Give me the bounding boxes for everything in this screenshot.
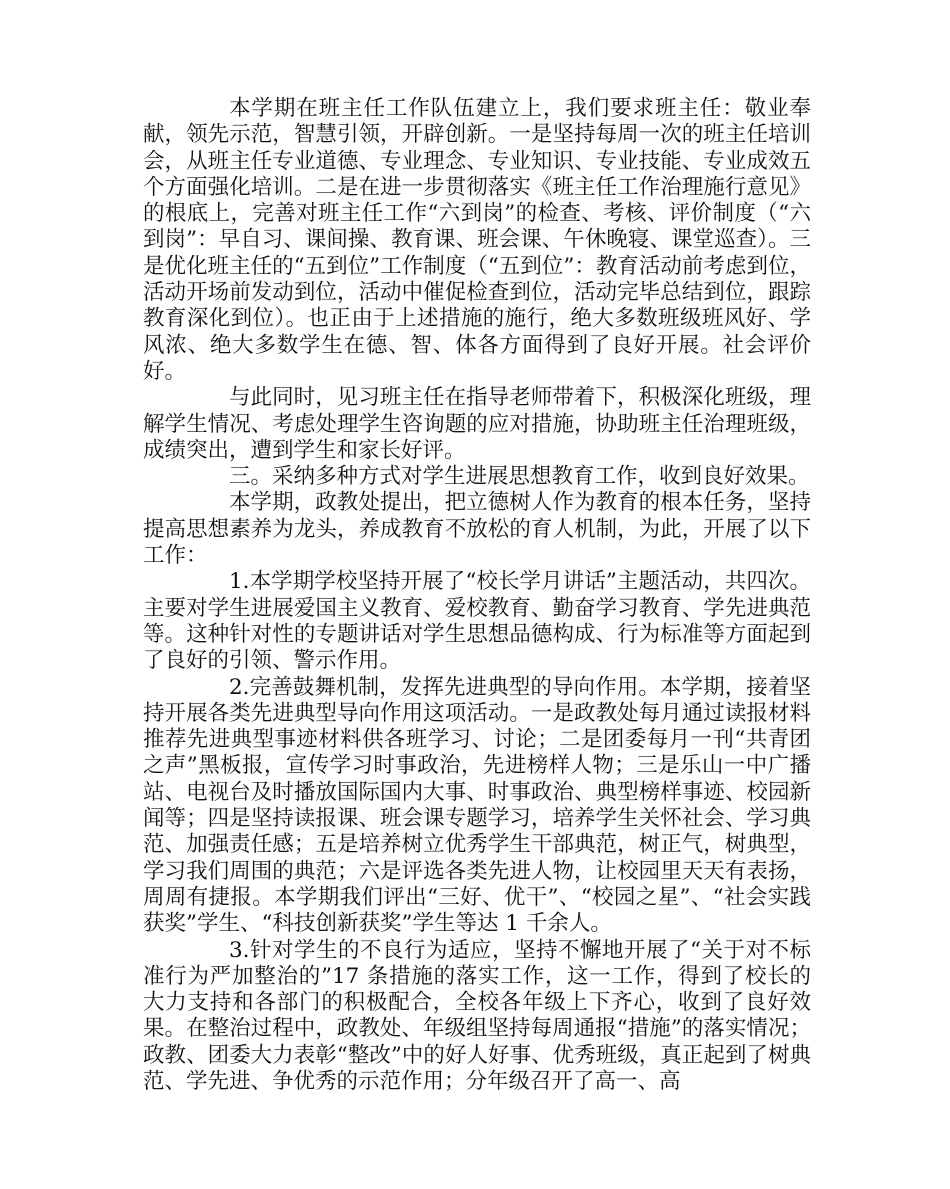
paragraph-moral-education-intro: 本学期，政教处提出，把立德树人作为教育的根本任务，坚持提高思想素养为龙头，养成教育不放松的育人机制，为此，开展了以下工作： — [143, 490, 811, 569]
list-item-behavior-correction: 3.针对学生的不良行为适应，坚持不懈地开展了“关于对不标准行为严加整治的”17 条措施的落实工作，这一工作，得到了校长的大力支持和各部门的积极配合，全校各年级上下齐心，收到了良好效果。在整治过程中，政教处、年级组坚持每周通报“措施”的落实情况；政教、团委大力表彰“整改”中的好人好事、优秀班级，真正起到了树典范、学先进、争优秀的示范作用；分年级召开了高一、高 — [143, 937, 811, 1094]
section-heading-ideological-education: 三。采纳多种方式对学生进展思想教育工作，收到良好效果。 — [229, 464, 810, 490]
paragraph-class-teacher-team: 本学期在班主任工作队伍建立上，我们要求班主任：敬业奉献，领先示范，智慧引领，开辟创新。一是坚持每周一次的班主任培训会，从班主任专业道德、专业理念、专业知识、专业技能、专业成效五个方面强化培训。二是在进一步贯彻落实《班主任工作治理施行意见》的根底上，完善对班主任工作“六到岗”的检查、考核、评价制度（“六到岗”：早自习、课间操、教育课、班会课、午休晚寝、课堂巡查）。三是优化班主任的“五到位”工作制度（“五到位”：教育活动前考虑到位，活动开场前发动到位，活动中催促检查到位，活动完毕总结到位，跟踪教育深化到位）。也正由于上述措施的施行，绝大多数班级班风好、学风浓、绝大多数学生在德、智、体各方面得到了良好开展。社会评价好。 — [143, 96, 811, 384]
list-item-incentive-mechanism: 2.完善鼓舞机制，发挥先进典型的导向作用。本学期，接着坚持开展各类先进典型导向作用这项活动。一是政教处每月通过读报材料推荐先进典型事迹材料供各班学习、讨论；二是团委每月一刊“共青团之声”黑板报，宣传学习时事政治，先进榜样人物；三是乐山一中广播站、电视台及时播放国际国内大事、时事政治、典型榜样事迹、校园新闻等；四是坚持读报课、班会课专题学习，培养学生关怀社会、学习典范、加强责任感；五是培养树立优秀学生干部典范，树正气，树典型，学习我们周围的典范；六是评选各类先进人物，让校园里天天有表扬，周周有捷报。本学期我们评出“三好、优干”、“校园之星”、“社会实践获奖”学生、“科技创新获奖”学生等达 1 千余人。 — [143, 674, 811, 937]
paragraph-trainee-teachers: 与此同时，见习班主任在指导老师带着下，积极深化班级，理解学生情况、考虑处理学生咨询题的应对措施，协助班主任治理班级，成绩突出，遭到学生和家长好评。 — [143, 385, 811, 463]
list-item-principal-speech: 1.本学期学校坚持开展了“校长学月讲话”主题活动，共四次。主要对学生进展爱国主义教育、爱校教育、勤奋学习教育、学先进典范等。这种针对性的专题讲话对学生思想品德构成、行为标准等方面起到了良好的引领、警示作用。 — [143, 569, 811, 674]
document-body — [143, 96, 811, 1095]
